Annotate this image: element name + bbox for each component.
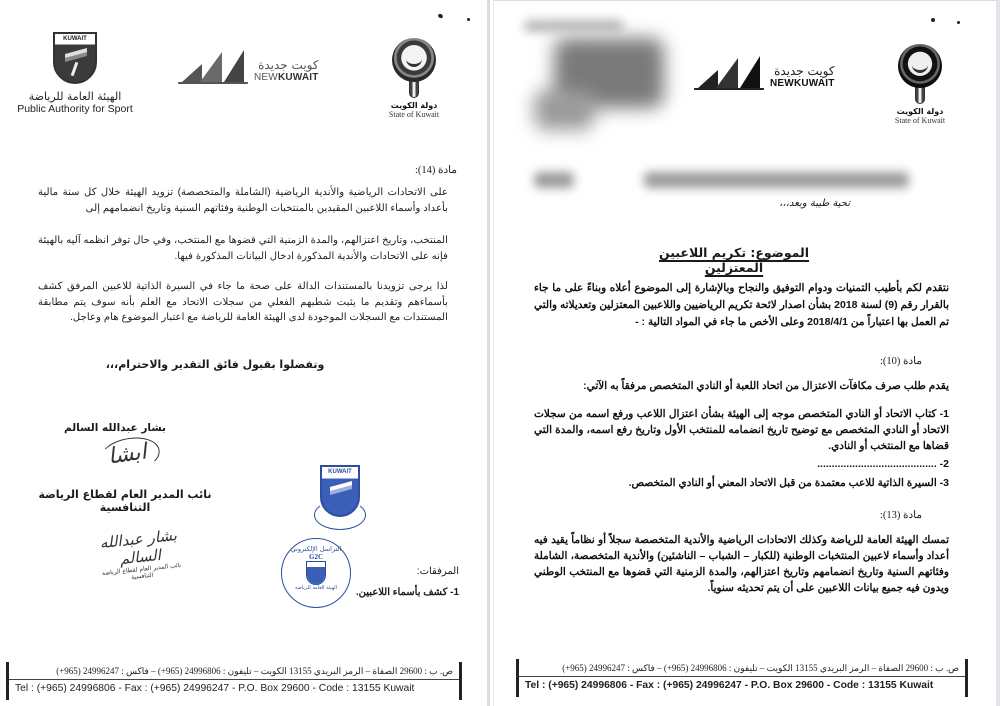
signatory-name: بشار عبدالله السالم <box>64 422 166 434</box>
article-13-body: تمسك الهيئة العامة للرياضة وكذلك الاتحادات الرياضية والأندية المتخصصة سجلاً أو نظاماً يقيد فيه أعداد وأسماء لاعبين المنتخبات الوطنية (للكبار – الشباب – الناشئين) والأندية المتخصصة، الشاملة وفئاتهم السنية وتاريخ انضمامهم وتاريخ اعتزالهم، والمدة الزمنية التي قضوها مع المنتخب الوطني ويدون فيه جميع بيانات اللاعبين على أن يتم تحديثه سنوياً. <box>534 534 949 594</box>
new-kuwait-label-ar: كويت جديدة <box>774 63 835 78</box>
public-authority-for-sport-logo <box>10 32 140 115</box>
g2c-electronic-correspondence-stamp: التراسل الإلكتروني G2C الهيئة العامة للرياضة <box>281 538 351 608</box>
letter-intro: نتقدم لكم بأطيب التمنيات ودوام التوفيق والنجاح وبالإشارة إلى الموضوع أعلاه وبناءً على ما جاء بالقرار رقم (9) لسنة 2018 بشأن اصدار لائحة تكريم الرياضيين واللاعبين المعتزلين وتعديلاته والتي تم العمل بها اعتباراً من 2018/4/1 وعلى الأخص ما جاء في المواد التالية : - <box>534 282 949 328</box>
letterhead-footer <box>6 662 462 700</box>
stamp-arc <box>314 500 366 530</box>
kuwait-shield-stamp-icon: KUWAIT <box>320 465 360 517</box>
article-14-heading: مادة (14): <box>414 165 457 176</box>
new-kuwait-label-en: NEWKUWAIT <box>770 77 835 89</box>
page-edge <box>996 0 1000 706</box>
new-kuwait-label-en: NEWKUWAIT <box>254 71 319 83</box>
article-14-para-3: لذا يرجى تزويدنا بالمستندات الدالة على صحة ما جاء في السيرة الذاتية للاعبين المرفق كشف بأسماءهم وتقديم ما يثبت شطبهم الفعلي من سجلات الاتحاد مع العلم بأنه سوف يتم مطابقة المستندات مع السجلات الموجودة لدى الهيئة العامة للرياضة مع اعتبار الموضوع هام وعاجل. <box>38 281 448 323</box>
new-kuwait-logo <box>178 50 319 90</box>
scan-speck <box>931 18 935 22</box>
footer-contact-en: Tel : (+965) 24996806 - Fax : (+965) 24996247 - P.O. Box 29600 - Code : 13155 Kuwait <box>15 683 415 694</box>
scan-speck <box>957 21 960 24</box>
closing-salutation: وتفضلوا بقبول فائق التقدير والاحترام،،، <box>105 358 325 371</box>
article-10-item: 1- كتاب الاتحاد أو النادي المتخصص موجه إلى الهيئة بشأن اعتزال اللاعب ورفع اسمه من سجلات الاتحاد أو النادي المتخصص مع توضيح تاريخ انضمامه للمنتخب الأول وتاريخ رفع اسمه، والمدة التي قضاها مع المنتخب أو النادي. <box>534 408 949 452</box>
signatory-title: نائب المدير العام لقطاع الرياضة التنافسية <box>38 488 212 514</box>
footer-contact-en: Tel : (+965) 24996806 - Fax : (+965) 24996247 - P.O. Box 29600 - Code : 13155 Kuwait <box>525 680 934 691</box>
state-of-kuwait-emblem: دولة الكويت State of Kuwait <box>892 44 948 125</box>
article-13-heading: مادة (13): <box>879 510 922 521</box>
footer-contact-ar: ص. ب : 29600 الصفاة – الرمز البريدي 13155 الكويت – تليفون : 24996806 (965+) – فاكس : 24996247 (965+) <box>519 659 965 677</box>
document-page-right <box>493 0 1000 706</box>
document-page-left <box>0 0 490 706</box>
letter-subject: الموضوع: تكريم اللاعبين المعتزلين <box>658 245 810 275</box>
new-kuwait-logo <box>694 56 835 96</box>
scan-speck <box>437 13 443 19</box>
footer-contact-ar: ص. ب : 29600 الصفاة – الرمز البريدي 13155 الكويت – تليفون : 24996806 (965+) – فاكس : 24996247 (965+) <box>9 662 459 680</box>
new-kuwait-dhow-icon <box>178 50 250 90</box>
letterhead-footer <box>516 659 968 697</box>
redacted-text <box>524 20 624 32</box>
redacted-addressee <box>644 172 909 188</box>
new-kuwait-label-ar: كويت جديدة <box>258 57 319 72</box>
scan-speck <box>467 18 470 21</box>
greeting: تحية طيبة وبعد،،، <box>779 198 850 209</box>
attachments-label: المرفقات: <box>416 566 459 577</box>
state-of-kuwait-emblem-icon <box>898 44 942 88</box>
redacted-logo-part <box>534 90 594 130</box>
authority-name-ar: الهيئة العامة للرياضة <box>28 90 122 103</box>
article-14-para-2: المنتخب، وتاريخ اعتزالهم، والمدة الزمنية التي قضوها مع المنتخب، وفي حال توفر انظمه آليه بالهيئة فإنه على الاتحادات والأندية المذكورة ادخال البيانات المذكورة فيها. <box>38 235 448 262</box>
article-10-heading: مادة (10): <box>879 356 922 367</box>
article-10-lead: يقدم طلب صرف مكافآت الاعتزال من اتحاد اللعبة أو النادي المتخصص مرفقاً به الآتي: <box>583 380 949 392</box>
article-10-item: 2- ......................................... <box>817 458 949 470</box>
attachment-item: 1- كشف بأسماء اللاعبين. <box>355 587 459 598</box>
new-kuwait-dhow-icon <box>694 56 766 96</box>
article-10-item: 3- السيرة الذاتية للاعب معتمدة من قبل الاتحاد المعني أو النادي المتخصص. <box>628 477 949 489</box>
handwritten-signature: ابشا <box>106 439 149 470</box>
state-of-kuwait-emblem: دولة الكويت State of Kuwait <box>386 38 442 119</box>
signatory-name-stamp: بشار عبدالله السالم نائب المدير العام لقطاع الرياضة التنافسية <box>98 526 182 582</box>
authority-name-en: Public Authority for Sport <box>17 103 133 115</box>
pas-kuwait-shield-icon: KUWAIT <box>53 32 97 84</box>
state-of-kuwait-emblem-icon <box>392 38 436 82</box>
mini-shield-icon <box>307 562 325 584</box>
redacted-text <box>534 172 574 188</box>
article-14-para-1: على الاتحادات الرياضية والأندية الرياضية (الشاملة والمتخصصة) تزويد الهيئة خلال كل سنة مالية بأعداد وأسماء اللاعبين المقيدين بالمنتخبات الوطنية وفئاتهم السنية وتاريخ انضمامهم إلى <box>38 187 448 214</box>
